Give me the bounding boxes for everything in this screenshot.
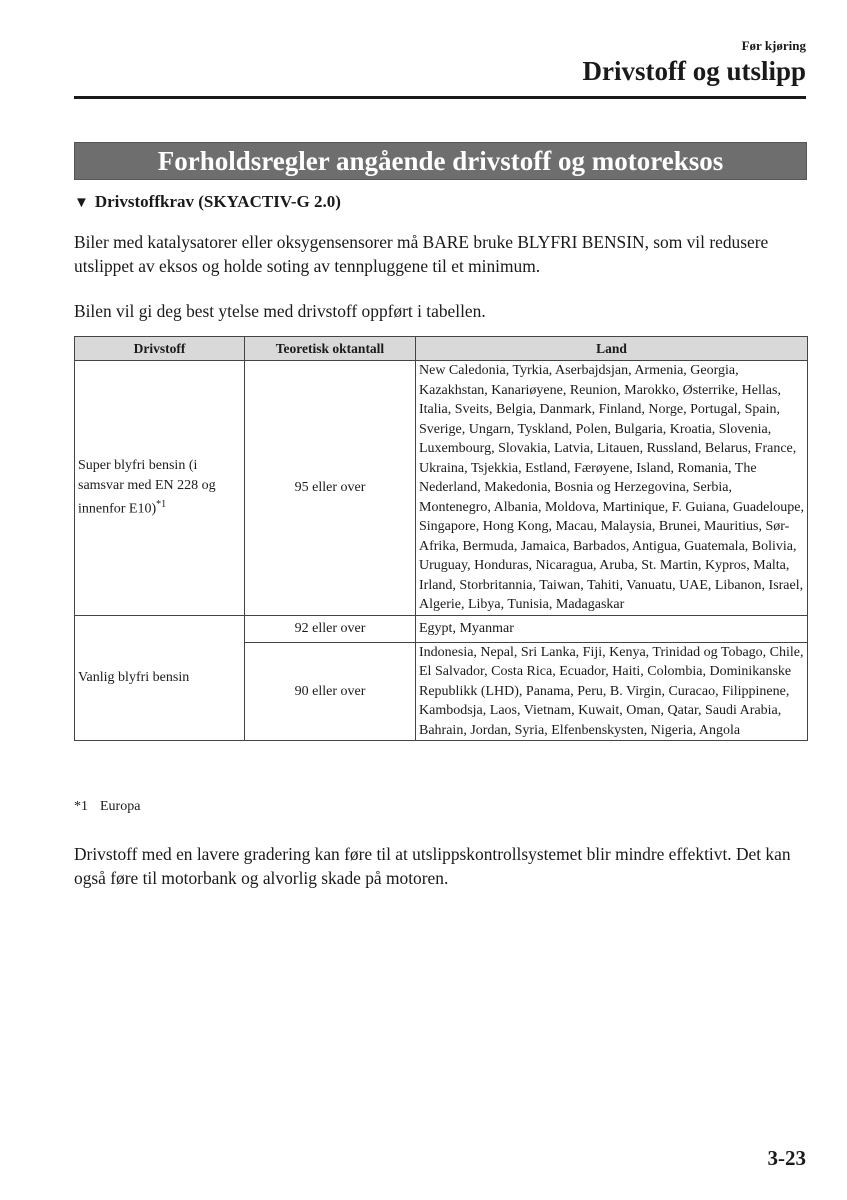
footnote-text: Europa	[100, 799, 141, 814]
table-row	[75, 361, 808, 616]
fuel-cell: Vanlig blyfri bensin	[75, 615, 245, 741]
page-title: Drivstoff og utslipp	[582, 56, 806, 86]
section-title: Forholdsregler angående drivstoff og motoreksos	[74, 142, 807, 180]
octane-cell: 95 eller over	[245, 361, 416, 616]
octane-cell: 92 eller over	[245, 615, 416, 642]
header-octane: Teoretisk oktantall	[245, 337, 416, 361]
fuel-cell	[75, 361, 245, 616]
title-divider	[74, 96, 806, 99]
countries-cell: Indonesia, Nepal, Sri Lanka, Fiji, Kenya, Trinidad og Tobago, Chile, El Salvador, Costa Rica, Ecuador, Haiti, Colombia, Dominikanske Republikk (LHD), Panama, Peru, B. Virgin, Curacao, Filippinene, Kambodsja, Laos, Vietnam, Kuwait, Oman, Qatar, Saudi Arabia, Bahrain, Jordan, Syria, Elfenbenskysten, Nigeria, Angola	[416, 642, 808, 741]
table-header-row	[75, 337, 808, 361]
countries-cell: Egypt, Myanmar	[416, 615, 808, 642]
table-intro-paragraph: Bilen vil gi deg best ytelse med drivstoff oppført i tabellen.	[74, 301, 486, 321]
triangle-bullet-icon: ▼	[74, 195, 89, 211]
header-fuel: Drivstoff	[75, 337, 245, 361]
page-number: 3-23	[767, 1146, 806, 1170]
subheading-text: Drivstoffkrav (SKYACTIV-G 2.0)	[94, 192, 341, 211]
fuel-name: Super blyfri bensin (i samsvar med EN 228 og innenfor E10)	[78, 458, 216, 517]
table-row	[75, 615, 808, 642]
footnote-mark: *1	[74, 799, 88, 814]
warning-paragraph: Drivstoff med en lavere gradering kan føre til at utslippskontrollsystemet blir mindre effektivt. Det kan også føre til motorbank og alvorlig skade på motoren.	[74, 844, 791, 888]
subheading	[74, 192, 341, 212]
header-country: Land	[416, 337, 808, 361]
chapter-label: Før kjøring	[741, 38, 806, 53]
intro-paragraph: Biler med katalysatorer eller oksygensensorer må BARE bruke BLYFRI BENSIN, som vil redusere utslippet av eksos og holde soting av tennpluggene til et minimum.	[74, 232, 769, 276]
countries-cell: New Caledonia, Tyrkia, Aserbajdsjan, Armenia, Georgia, Kazakhstan, Kanariøyene, Reunion, Marokko, Østerrike, Hellas, Italia, Sveits, Belgia, Danmark, Finland, Norge, Portugal, Spain, Sverige, Ungarn, Tyskland, Polen, Bulgaria, Kroatia, Slovenia, Luxembourg, Slovakia, Latvia, Litauen, Russland, Belarus, France, Ukraina, Tsjekkia, Estland, Færøyene, Island, Romania, The Nederland, Makedonia, Bosnia og Herzegovina, Serbia, Montenegro, Albania, Moldova, Martinique, F. Guiana, Guadeloupe, Singapore, Hong Kong, Macau, Malaysia, Brunei, Mauritius, Sør-Afrika, Bermuda, Jamaica, Barbados, Antigua, Guatemala, Bolivia, Uruguay, Honduras, Nicaragua, Aruba, St. Martin, Kypros, Malta, Irland, Storbritannia, Taiwan, Tahiti, Vanuatu, UAE, Libanon, Israel, Algerie, Libya, Tunisia, Madagaskar	[416, 361, 808, 616]
fuel-requirements-table	[74, 336, 808, 741]
footnote	[74, 799, 140, 815]
octane-cell: 90 eller over	[245, 642, 416, 741]
footnote-ref: *1	[156, 499, 167, 511]
